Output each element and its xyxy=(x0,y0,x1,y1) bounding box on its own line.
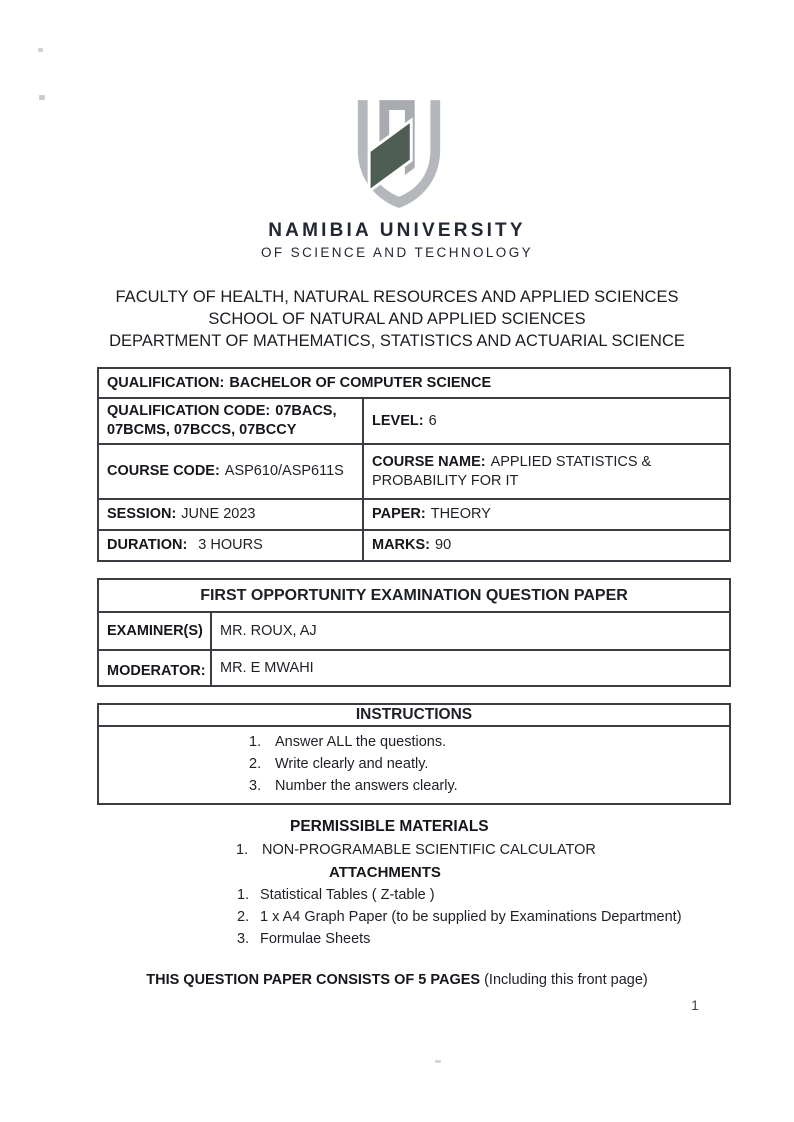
session-label: SESSION: xyxy=(107,506,177,522)
page-count-notice-regular: (Including this front page) xyxy=(480,972,648,988)
marks-label: MARKS: xyxy=(372,537,430,553)
table-row xyxy=(98,612,730,650)
exam-paper-title: FIRST OPPORTUNITY EXAMINATION QUESTION PAPER xyxy=(98,579,730,612)
table-row xyxy=(98,579,730,612)
university-tagline: OF SCIENCE AND TECHNOLOGY xyxy=(260,245,534,260)
level-cell xyxy=(363,398,730,444)
university-name: NAMIBIA UNIVERSITY xyxy=(268,220,526,241)
moderator-value: MR. E MWAHI xyxy=(220,659,314,676)
duration-cell xyxy=(98,530,363,561)
table-row xyxy=(98,444,730,499)
instructions-table xyxy=(97,703,731,805)
qualification-value: BACHELOR OF COMPUTER SCIENCE xyxy=(229,374,492,391)
duration-label: DURATION: xyxy=(107,537,188,553)
table-row xyxy=(98,530,730,561)
permissible-materials-title: PERMISSIBLE MATERIALS xyxy=(290,818,489,835)
level-value: 6 xyxy=(428,412,437,429)
faculty-heading-block xyxy=(0,286,794,353)
moderator-label-cell xyxy=(98,650,211,686)
qualification-code-cell xyxy=(98,398,363,444)
level-label: LEVEL: xyxy=(372,412,424,429)
qualification-code-value: 07BACS, 07BCMS, 07BCCS, 07BCCY xyxy=(107,403,337,438)
page-number: 1 xyxy=(691,998,699,1013)
exam-header-table xyxy=(97,578,731,687)
table-row xyxy=(98,650,730,686)
paper-value: THEORY xyxy=(430,506,491,522)
course-name-value: APPLIED STATISTICS & PROBABILITY FOR IT xyxy=(372,453,652,489)
school-line: SCHOOL OF NATURAL AND APPLIED SCIENCES xyxy=(208,310,586,329)
examiner-label-cell xyxy=(98,612,211,650)
session-value: JUNE 2023 xyxy=(181,506,256,522)
examiner-value: MR. ROUX, AJ xyxy=(220,622,317,639)
nust-shield-icon xyxy=(350,99,448,213)
course-info-table xyxy=(97,367,731,562)
qualification-code-label: QUALIFICATION CODE: xyxy=(107,403,271,419)
department-line: DEPARTMENT OF MATHEMATICS, STATISTICS AND ACTUARIAL SCIENCE xyxy=(109,332,685,351)
course-name-cell xyxy=(363,444,730,499)
scan-artifact xyxy=(38,48,43,52)
duration-value: 3 HOURS xyxy=(198,537,263,553)
course-code-value: ASP610/ASP611S xyxy=(224,463,344,479)
course-code-label: COURSE CODE: xyxy=(107,463,220,479)
instruction-item: 2. Write clearly and neatly. xyxy=(249,756,429,772)
permissible-materials-section xyxy=(97,816,731,950)
faculty-line: FACULTY OF HEALTH, NATURAL RESOURCES AND APPLIED SCIENCES xyxy=(115,288,679,306)
table-row xyxy=(98,704,730,726)
attachments-title: ATTACHMENTS xyxy=(329,864,441,881)
instruction-item: 3. Number the answers clearly. xyxy=(249,778,458,794)
marks-value: 90 xyxy=(435,537,452,553)
permissible-materials-list xyxy=(97,839,731,861)
paper-label: PAPER: xyxy=(372,506,426,522)
table-row xyxy=(98,368,730,398)
attachment-item: 2. 1 x A4 Graph Paper (to be supplied by Examinations Department) xyxy=(237,909,682,925)
instruction-item: 1. Answer ALL the questions. xyxy=(249,734,447,750)
table-row xyxy=(98,499,730,530)
course-name-label: COURSE NAME: xyxy=(372,453,486,470)
table-row xyxy=(98,726,730,804)
scan-artifact xyxy=(435,1060,441,1063)
page-count-notice-bold: THIS QUESTION PAPER CONSISTS OF 5 PAGES xyxy=(146,972,481,988)
examiner-label: EXAMINER(S) xyxy=(107,622,203,639)
course-code-cell xyxy=(98,444,363,499)
instructions-list xyxy=(98,726,730,804)
page-count-notice xyxy=(0,972,794,988)
attachment-item: 3. Formulae Sheets xyxy=(237,931,371,947)
paper-cell xyxy=(363,499,730,530)
scan-artifact xyxy=(39,95,45,100)
marks-cell xyxy=(363,530,730,561)
moderator-value-cell xyxy=(211,650,730,686)
attachments-list xyxy=(97,884,731,950)
examiner-value-cell xyxy=(211,612,730,650)
table-row xyxy=(98,398,730,444)
moderator-label: MODERATOR: xyxy=(107,663,206,679)
material-item: 1. NON-PROGRAMABLE SCIENTIFIC CALCULATOR xyxy=(236,842,596,858)
qualification-label: QUALIFICATION: xyxy=(107,374,225,391)
instructions-title: INSTRUCTIONS xyxy=(98,704,730,726)
attachment-item: 1. Statistical Tables ( Z-table ) xyxy=(237,887,435,903)
qualification-cell xyxy=(98,368,730,398)
session-cell xyxy=(98,499,363,530)
